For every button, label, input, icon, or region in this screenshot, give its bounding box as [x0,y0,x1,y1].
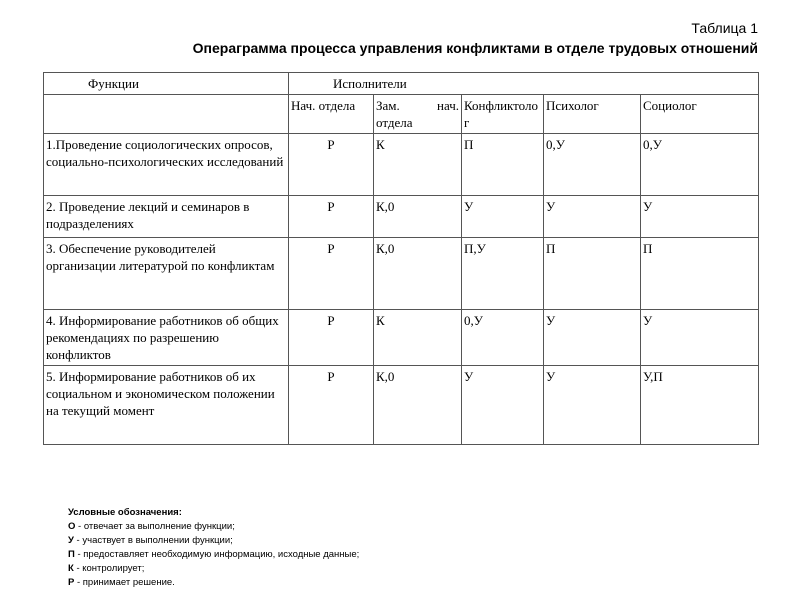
cell-deputy: К [374,310,462,366]
legend-item [68,548,359,562]
legend-key: У [68,535,74,546]
table-row [44,238,759,310]
cell-psychologist: П [544,238,641,310]
cell-sociologist: У,П [641,366,759,445]
legend-item [68,562,359,576]
legend-key: К [68,563,74,574]
legend-key: П [68,549,75,560]
row-function: 3. Обеспечение руководителей организации литературой по конфликтам [44,238,289,310]
row-function: 4. Информирование работников об общих рекомендациях по разрешению конфликтов [44,310,289,366]
cell-head: Р [289,134,374,196]
cell-deputy: К,0 [374,238,462,310]
header-deputy-line2: отдела [376,115,413,130]
cell-conflictologist: У [462,366,544,445]
legend-item [68,576,359,590]
row-function: 2. Проведение лекций и семинаров в подразделениях [44,196,289,238]
header-empty-cell [44,95,289,134]
legend-text: - принимает решение. [74,577,175,588]
header-head: Нач. отдела [289,95,374,134]
cell-head: Р [289,196,374,238]
header-executors: Исполнители [289,73,759,95]
header-deputy-left: Зам. [376,98,400,113]
legend-text: - предоставляет необходимую информацию, исходные данные; [74,549,360,560]
cell-sociologist: П [641,238,759,310]
row-function: 1.Проведение социологических опросов, социально-психологических исследований [44,134,289,196]
row-function: 5. Информирование работников об их социальном и экономическом положении на текущий момент [44,366,289,445]
legend [68,506,359,590]
cell-psychologist: 0,У [544,134,641,196]
legend-item [68,534,359,548]
cell-head: Р [289,310,374,366]
cell-psychologist: У [544,196,641,238]
cell-conflictologist: У [462,196,544,238]
legend-text: - участвует в выполнении функции; [73,535,233,546]
cell-conflictologist: 0,У [462,310,544,366]
header-functions: Функции [44,73,289,95]
header-deputy-right: нач. [437,98,459,113]
header-sociologist: Социолог [641,95,759,134]
cell-psychologist: У [544,366,641,445]
table-row [44,134,759,196]
header-row-2 [44,95,759,134]
cell-sociologist: 0,У [641,134,759,196]
header-row-1 [44,73,759,95]
cell-head: Р [289,366,374,445]
header-psychologist: Психолог [544,95,641,134]
cell-sociologist: У [641,196,759,238]
table-number: Таблица 1 [691,20,758,36]
table-title: Операграмма процесса управления конфликтами в отделе трудовых отношений [192,40,758,56]
operagram-table [43,72,759,445]
table-row [44,310,759,366]
legend-key: Р [68,577,75,588]
cell-conflictologist: П [462,134,544,196]
cell-psychologist: У [544,310,641,366]
cell-deputy: К,0 [374,366,462,445]
table-row [44,196,759,238]
cell-deputy: К [374,134,462,196]
legend-title: Условные обозначения: [68,507,182,518]
cell-head: Р [289,238,374,310]
cell-conflictologist: П,У [462,238,544,310]
legend-key: О [68,521,76,532]
cell-deputy: К,0 [374,196,462,238]
table-row [44,366,759,445]
header-deputy [374,95,462,134]
header-conflictologist: Конфликтолог [462,95,544,134]
legend-item [68,520,359,534]
legend-text: - отвечает за выполнение функции; [75,521,235,532]
cell-sociologist: У [641,310,759,366]
legend-text: - контролирует; [73,563,145,574]
